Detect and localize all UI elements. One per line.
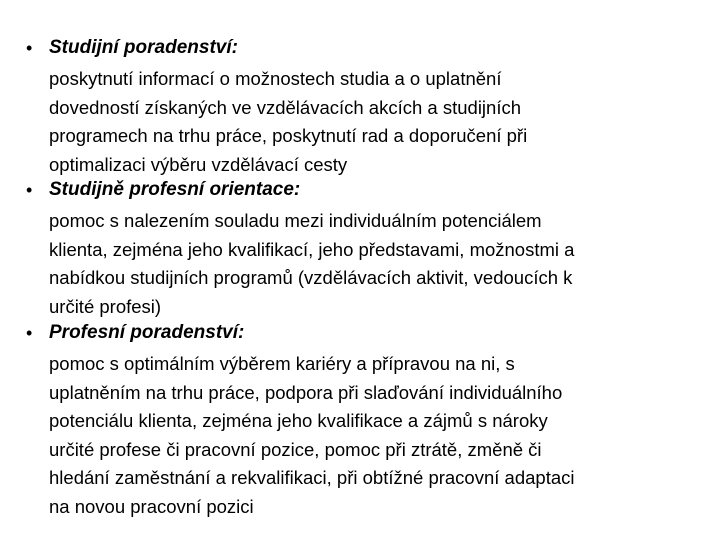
description-line: pomoc s nalezením souladu mezi individuálním potenciálem [49,210,542,231]
description-line: poskytnutí informací o možnostech studia a o uplatnění [49,68,502,89]
section-heading: Studijně profesní orientace: [49,179,301,200]
description-line: potenciálu klienta, zejména jeho kvalifikace a zájmů s nároky [49,410,548,431]
description-line: nabídkou studijních programů (vzdělávacích aktivit, vedoucích k [49,267,573,288]
bullet-marker: • [26,323,33,343]
section-description [49,65,689,179]
description-line: hledání zaměstnání a rekvalifikaci, při obtížné pracovní adaptaci [49,467,575,488]
description-line: klienta, zejména jeho kvalifikací, jeho představami, možnostmi a [49,238,575,260]
bullet-marker: • [26,180,33,200]
description-line: na novou pracovní pozici [49,495,254,517]
description-line: optimalizaci výběru vzdělávací cesty [49,153,348,175]
description-line: určité profese či pracovní pozice, pomoc při ztrátě, změně či [49,438,542,460]
description-line: pomoc s optimálním výběrem kariéry a přípravou na ni, s [49,353,515,374]
bullet-marker: • [26,38,33,58]
section-heading: Studijní poradenství: [49,37,238,58]
section-description [49,207,689,321]
description-line: dovedností získaných ve vzdělávacích akcích a studijních [49,96,522,118]
description-line: určité profesi) [49,295,162,317]
description-line: uplatněním na trhu práce, podpora při slaďování individuálního [49,381,563,403]
section-heading: Profesní poradenství: [49,322,245,343]
section-description [49,350,689,521]
description-line: programech na trhu práce, poskytnutí rad a doporučení při [49,125,528,146]
